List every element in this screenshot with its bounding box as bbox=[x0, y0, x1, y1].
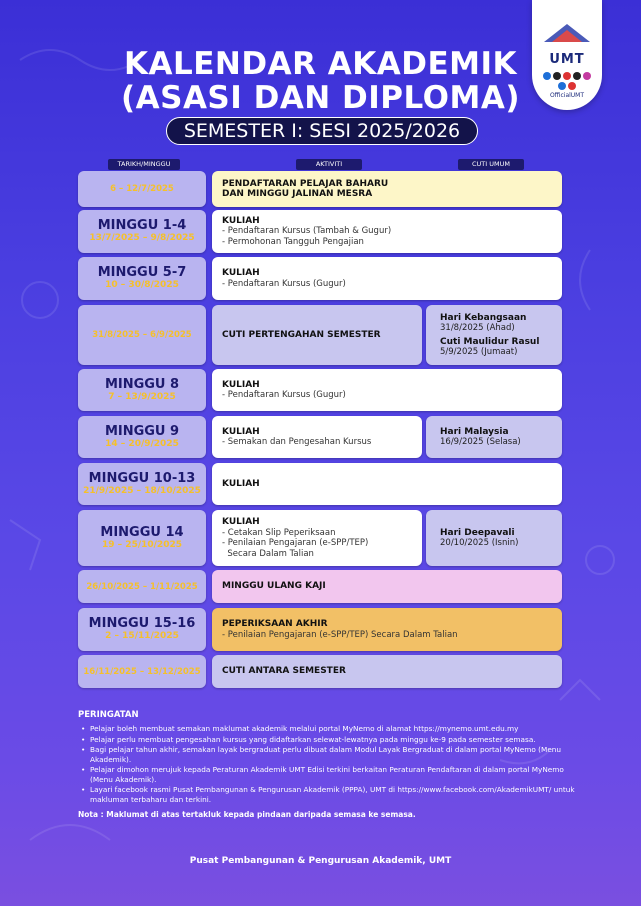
activity-title: KULIAH bbox=[222, 379, 260, 390]
week-label: MINGGU 10-13 bbox=[88, 470, 196, 486]
activity-title: KULIAH bbox=[222, 215, 260, 226]
date-cell bbox=[78, 510, 206, 566]
activity-detail: - Pendaftaran Kursus (Gugur) bbox=[222, 390, 346, 400]
holiday-cell bbox=[426, 305, 562, 365]
holiday-name: Cuti Maulidur Rasul bbox=[440, 337, 540, 347]
activity-cell bbox=[212, 608, 562, 651]
holiday-cell bbox=[426, 416, 562, 458]
calendar-row bbox=[78, 510, 562, 566]
date-cell bbox=[78, 369, 206, 411]
activity-detail: - Semakan dan Pengesahan Kursus bbox=[222, 437, 372, 447]
activity-cell bbox=[212, 369, 562, 411]
activity-title: KULIAH bbox=[222, 517, 260, 527]
note-item: • Pelajar perlu membuat pengesahan kursus yang didaftarkan selewat-lewatnya pada minggu ke-9 pada semester semasa. bbox=[90, 735, 578, 745]
footer-text: Pusat Pembangunan & Pengurusan Akademik, UMT bbox=[189, 856, 452, 866]
date-cell bbox=[78, 416, 206, 458]
umt-roof-icon bbox=[544, 22, 590, 44]
date-range: 31/8/2025 – 6/9/2025 bbox=[92, 330, 192, 340]
activity-detail: - Penilaian Pengajaran (e-SPP/TEP) Secara Dalam Talian bbox=[222, 629, 458, 640]
activity-cell bbox=[212, 510, 422, 566]
week-label: MINGGU 15-16 bbox=[88, 616, 196, 631]
date-cell bbox=[78, 210, 206, 253]
date-cell bbox=[78, 171, 206, 207]
holiday-date: 16/9/2025 (Selasa) bbox=[440, 437, 521, 447]
notes-heading: PERINGATAN bbox=[78, 710, 139, 720]
notes-section bbox=[78, 710, 578, 819]
activity-detail: Secara Dalam Talian bbox=[222, 548, 314, 559]
date-cell bbox=[78, 257, 206, 300]
note-item: • Pelajar boleh membuat semakan maklumat akademik melalui portal MyNemo di alamat https://mynemo.umt.edu.my bbox=[90, 724, 578, 734]
date-range: 6 – 12/7/2025 bbox=[110, 184, 174, 194]
activity-cell bbox=[212, 210, 562, 253]
holiday-name: Hari Kebangsaan bbox=[440, 313, 527, 323]
note-item: • Layari facebook rasmi Pusat Pembangunan & Pengurusan Akademik (PPPA), UMT di https://www.facebook.com/AkademikUMT/ untuk makluman terbaharu dan terkini. bbox=[90, 785, 578, 804]
date-cell bbox=[78, 463, 206, 505]
week-range: 10 – 30/8/2025 bbox=[105, 280, 179, 290]
holiday-cell bbox=[426, 510, 562, 566]
calendar-row bbox=[78, 655, 562, 688]
activity-detail: - Pendaftaran Kursus (Gugur) bbox=[222, 278, 346, 289]
calendar-row bbox=[78, 570, 562, 603]
date-range: 26/10/2025 – 1/11/2025 bbox=[86, 581, 198, 592]
holiday-date: 5/9/2025 (Jumaat) bbox=[440, 347, 518, 357]
page-title: KALENDAR AKADEMIK bbox=[123, 46, 518, 82]
note-item: • Bagi pelajar tahun akhir, semakan layak bergraduat perlu dibuat dalam Modul Layak Bergraduat di dalam portal MyNemo (Menu Akademik). bbox=[90, 745, 578, 764]
activity-title: MINGGU ULANG KAJI bbox=[222, 581, 326, 592]
week-label: MINGGU 9 bbox=[104, 423, 180, 439]
week-range: 13/7/2025 – 9/8/2025 bbox=[89, 233, 195, 243]
activity-detail: - Cetakan Slip Peperiksaan bbox=[222, 527, 336, 538]
calendar-row bbox=[78, 257, 562, 300]
calendar-row bbox=[78, 210, 562, 253]
date-cell bbox=[78, 570, 206, 603]
calendar-row bbox=[78, 416, 562, 458]
week-label: MINGGU 8 bbox=[104, 376, 180, 392]
column-header-holiday: CUTI UMUM bbox=[458, 159, 524, 170]
activity-cell bbox=[212, 655, 562, 688]
semester-label: SEMESTER I: SESI 2025/2026 bbox=[166, 117, 478, 145]
umt-handle: OfficialUMT bbox=[549, 92, 585, 99]
date-range: 16/11/2025 – 13/12/2025 bbox=[83, 666, 201, 677]
activity-cell bbox=[212, 416, 422, 458]
activity-cell bbox=[212, 305, 422, 365]
calendar-row bbox=[78, 305, 562, 365]
holiday-name: Hari Deepavali bbox=[440, 528, 515, 538]
activity-detail: - Penilaian Pengajaran (e-SPP/TEP) bbox=[222, 538, 369, 548]
week-range: 2 – 15/11/2025 bbox=[105, 631, 179, 641]
column-header-activity: AKTIVITI bbox=[296, 159, 362, 170]
activity-detail: - Pendaftaran Kursus (Tambah & Gugur) bbox=[222, 226, 392, 237]
date-cell bbox=[78, 655, 206, 688]
activity-detail: - Permohonan Tangguh Pengajian bbox=[222, 236, 364, 247]
notes-disclaimer: Nota : Maklumat di atas tertakluk kepada pindaan daripada semasa ke semasa. bbox=[78, 810, 416, 819]
activity-detail: DAN MINGGU JALINAN MESRA bbox=[222, 189, 373, 199]
page-subtitle: (ASASI DAN DIPLOMA) bbox=[120, 80, 521, 116]
activity-cell bbox=[212, 463, 562, 505]
week-label: MINGGU 5-7 bbox=[97, 265, 187, 280]
week-range: 14 – 20/9/2025 bbox=[105, 438, 179, 449]
activity-title: CUTI PERTENGAHAN SEMESTER bbox=[222, 329, 381, 340]
note-item: • Pelajar dimohon merujuk kepada Peraturan Akademik UMT Edisi terkini berkaitan Peraturan Pendaftaran di dalam portal MyNemo (Menu Akademik). bbox=[90, 765, 578, 784]
activity-cell bbox=[212, 570, 562, 603]
week-range: 7 – 13/9/2025 bbox=[108, 391, 176, 402]
week-range: 21/9/2025 – 18/10/2025 bbox=[83, 485, 201, 496]
activity-title: KULIAH bbox=[222, 478, 260, 489]
column-header-date: TARIKH/MINGGU bbox=[108, 159, 180, 170]
week-label: MINGGU 14 bbox=[100, 524, 184, 540]
date-cell bbox=[78, 305, 206, 365]
calendar-row bbox=[78, 171, 562, 207]
date-cell bbox=[78, 608, 206, 651]
holiday-date: 31/8/2025 (Ahad) bbox=[440, 323, 515, 333]
week-range: 19 – 25/10/2025 bbox=[102, 539, 182, 550]
activity-cell bbox=[212, 171, 562, 207]
notes-list bbox=[78, 724, 578, 804]
calendar-row bbox=[78, 369, 562, 411]
holiday-date: 20/10/2025 (Isnin) bbox=[440, 538, 519, 548]
activity-title: PENDAFTARAN PELAJAR BAHARU bbox=[222, 178, 389, 189]
activity-title: CUTI ANTARA SEMESTER bbox=[222, 666, 346, 677]
holiday-name: Hari Malaysia bbox=[440, 427, 509, 437]
calendar-row bbox=[78, 608, 562, 651]
activity-title: KULIAH bbox=[222, 426, 260, 437]
activity-title: KULIAH bbox=[222, 268, 260, 278]
activity-cell bbox=[212, 257, 562, 300]
umt-logo-text: UMT bbox=[549, 52, 585, 67]
week-label: MINGGU 1-4 bbox=[97, 218, 187, 233]
activity-title: PEPERIKSAAN AKHIR bbox=[222, 619, 328, 629]
calendar-row bbox=[78, 463, 562, 505]
